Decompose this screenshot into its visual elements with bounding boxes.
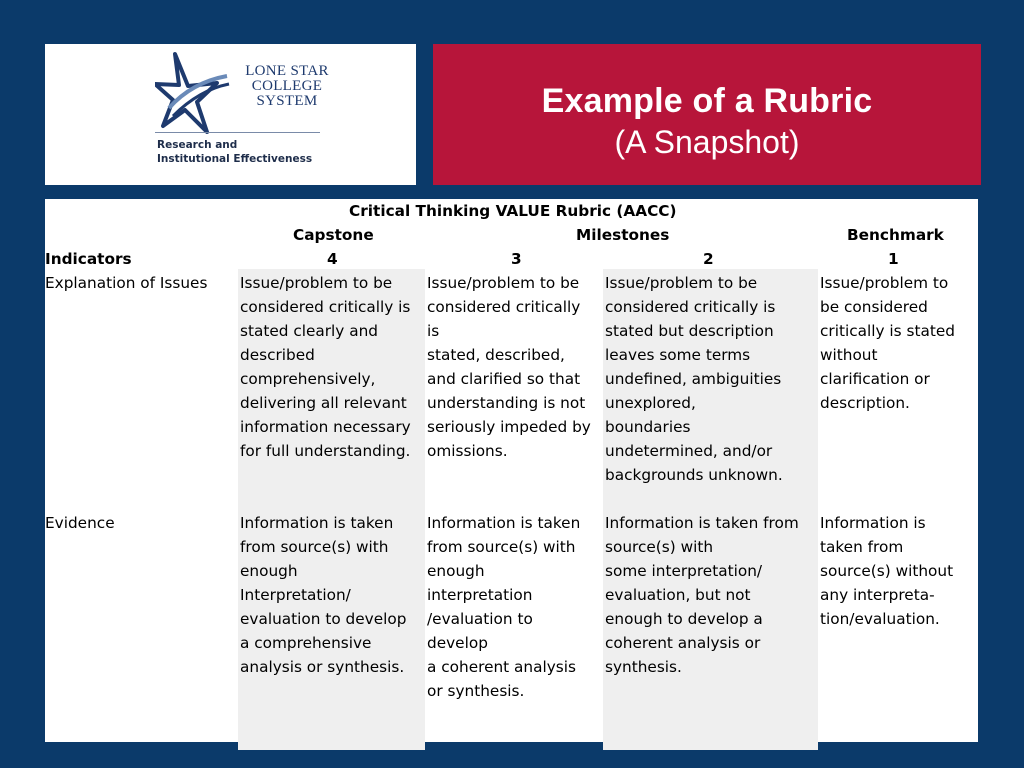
page-title: Example of a Rubric (541, 82, 873, 120)
level-3-header: 3 (511, 250, 522, 268)
row-1-capstone-cell: Issue/problem to be considered critically is stated clearly and described comprehensively, delivering all relevant information necessary for full understanding. (240, 274, 411, 460)
row-2-benchmark-cell: Information is taken from source(s) without any interpreta- tion/evaluation. (820, 514, 954, 628)
logo-sub-line-1: Research and (157, 139, 238, 151)
rubric-table (45, 199, 978, 742)
row-1-indicator: Explanation of Issues (45, 274, 208, 292)
row-1-milestone-3-cell: Issue/problem to be considered critically is stated, described, and clarified so that understanding is not seriously impeded by omissions. (427, 274, 591, 460)
title-panel (433, 44, 981, 185)
row-1-benchmark-cell: Issue/problem to be considered critically is stated without clarification or description. (820, 274, 955, 412)
logo-line-2: COLLEGE (251, 78, 323, 94)
rubric-title: Critical Thinking VALUE Rubric (AACC) (349, 202, 677, 220)
row-2-milestone-3-cell: Information is taken from source(s) with enough interpretation /evaluation to develop a coherent analysis or synthesis. (427, 514, 581, 700)
indicators-header: Indicators (45, 250, 132, 268)
level-2-header: 2 (703, 250, 714, 268)
logo-wordmark (227, 64, 347, 109)
logo-subtitle (157, 138, 357, 166)
level-4-header: 4 (327, 250, 338, 268)
row-2-capstone-cell: Information is taken from source(s) with enough Interpretation/ evaluation to develop a comprehensive analysis or synthesis. (240, 514, 407, 676)
row-2-indicator: Evidence (45, 514, 115, 532)
benchmark-header: Benchmark (847, 226, 944, 244)
logo-sub-line-2: Institutional Effectiveness (157, 153, 313, 165)
logo-panel (45, 44, 416, 185)
logo-line-1: LONE STAR (245, 63, 329, 79)
row-1-milestone-2-cell: Issue/problem to be considered critically is stated but description leaves some terms undefined, ambiguities unexplored, boundaries undetermined, and/or backgrounds unknown. (605, 274, 783, 484)
page-subtitle: (A Snapshot) (614, 124, 800, 160)
logo-line-3: SYSTEM (256, 93, 318, 109)
logo-divider (155, 132, 320, 133)
level-1-header: 1 (888, 250, 899, 268)
capstone-header: Capstone (293, 226, 374, 244)
milestones-header: Milestones (576, 226, 670, 244)
row-2-milestone-2-cell: Information is taken from source(s) with some interpretation/ evaluation, but not enough to develop a coherent analysis or synthesis. (605, 514, 799, 676)
